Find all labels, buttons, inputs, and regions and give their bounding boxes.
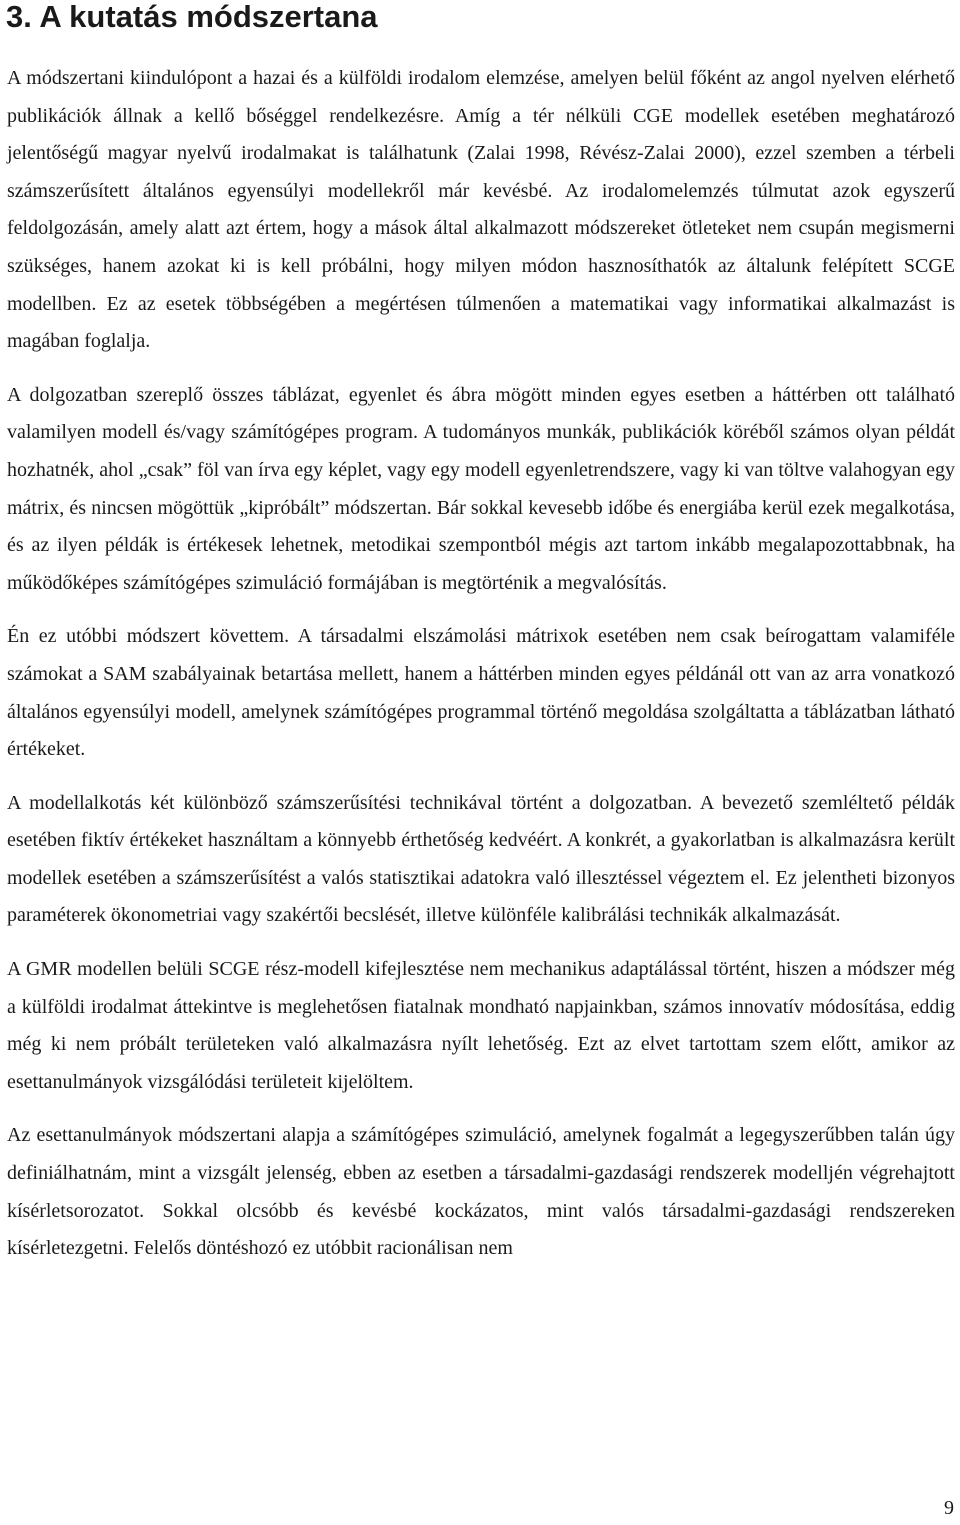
paragraph-2: A dolgozatban szereplő összes táblázat, egyenlet és ábra mögött minden egyes esetben a háttérben ott található valamilyen modell és/vagy számítógépes program. A tudományos munkák, publikációk köréből számos olyan példát hozhatnék, ahol „csak” föl van írva egy képlet, vagy egy modell egyenletrendszere, vagy ki van töltve valahogyan egy mátrix, és nincsen mögöttük „kipróbált” módszertan. Bár sokkal kevesebb időbe és energiába kerül ezek megalkotása, és az ilyen példák is értékesek lehetnek, metodikai szempontból mégis azt tartom inkább megalapozottabbnak, ha működőképes számítógépes szimuláció formájában is megtörténik a megvalósítás. <box>7 383 955 594</box>
paragraph-3: Én ez utóbbi módszert követtem. A társadalmi elszámolási mátrixok esetében nem csak beírogattam valamiféle számokat a SAM szabályainak betartása mellett, hanem a háttérben minden egyes példánál ott van az arra vonatkozó általános egyensúlyi modell, amelynek számítógépes programmal történő megoldása szolgáltatta a táblázatban látható értékeket. <box>7 625 955 761</box>
paragraph-5: A GMR modellen belüli SCGE rész-modell kifejlesztése nem mechanikus adaptálással történt, hiszen a módszer még a külföldi irodalmat áttekintve is meglehetősen fiatalnak mondható napjainkban, számos innovatív módosítása, eddig még ki nem próbált területeken való alkalmazásra nyílt lehetőség. Ezt az elvet tartottam szem előtt, amikor az esettanulmányok vizsgálódási területeit kijelöltem. <box>7 958 955 1093</box>
paragraph-4: A modellalkotás két különböző számszerűsítési technikával történt a dolgozatban. A bevezető szemléltető példák esetében fiktív értékeket használtam a könnyebb érthetőség kedvéért. A konkrét, a gyakorlatban is alkalmazásra került modellek esetében a számszerűsítést a valós statisztikai adatokra való illesztéssel végeztem el. Ez jelentheti bizonyos paraméterek ökonometriai vagy szakértői becslését, illetve különféle kalibrálási technikák alkalmazását. <box>7 791 955 927</box>
paragraph-6: Az esettanulmányok módszertani alapja a számítógépes szimuláció, amelynek fogalmát a legegyszerűbben talán úgy definiálhatnám, mint a vizsgált jelenség, ebben az esetben a társadalmi-gazdasági rendszerek modelljén végrehajtott kísérletsorozatot. Sokkal olcsóbb és kevésbé kockázatos, mint valós társadalmi-gazdasági rendszereken kísérletezgetni. Felelős döntéshozó ez utóbbit racionálisan nem <box>7 1124 955 1260</box>
section-heading: 3. A kutatás módszertana <box>6 0 378 34</box>
paragraph-1: A módszertani kiindulópont a hazai és a külföldi irodalom elemzése, amelyen belül főként az angol nyelven elérhető publikációk állnak a kellő bőséggel rendelkezésre. Amíg a tér nélküli CGE modellek esetében meghatározó jelentőségű magyar nyelvű irodalmakat is találhatunk (Zalai 1998, Révész-Zalai 2000), ezzel szemben a térbeli számszerűsített általános egyensúlyi modellekről már kevésbé. Az irodalomelemzés túlmutat azok egyszerű feldolgozásán, amely alatt azt értem, hogy a mások által alkalmazott módszereket ötleteket nem csupán megismerni szükséges, hanem azokat ki is kell próbálni, hogy milyen módon hasznosíthatók az általunk felépített SCGE modellben. Ez az esetek többségében a megértésen túlmenően a matematikai vagy informatikai alkalmazást is magában foglalja. <box>7 67 955 353</box>
page-number: 9 <box>944 1497 954 1519</box>
body-text <box>7 60 955 1284</box>
